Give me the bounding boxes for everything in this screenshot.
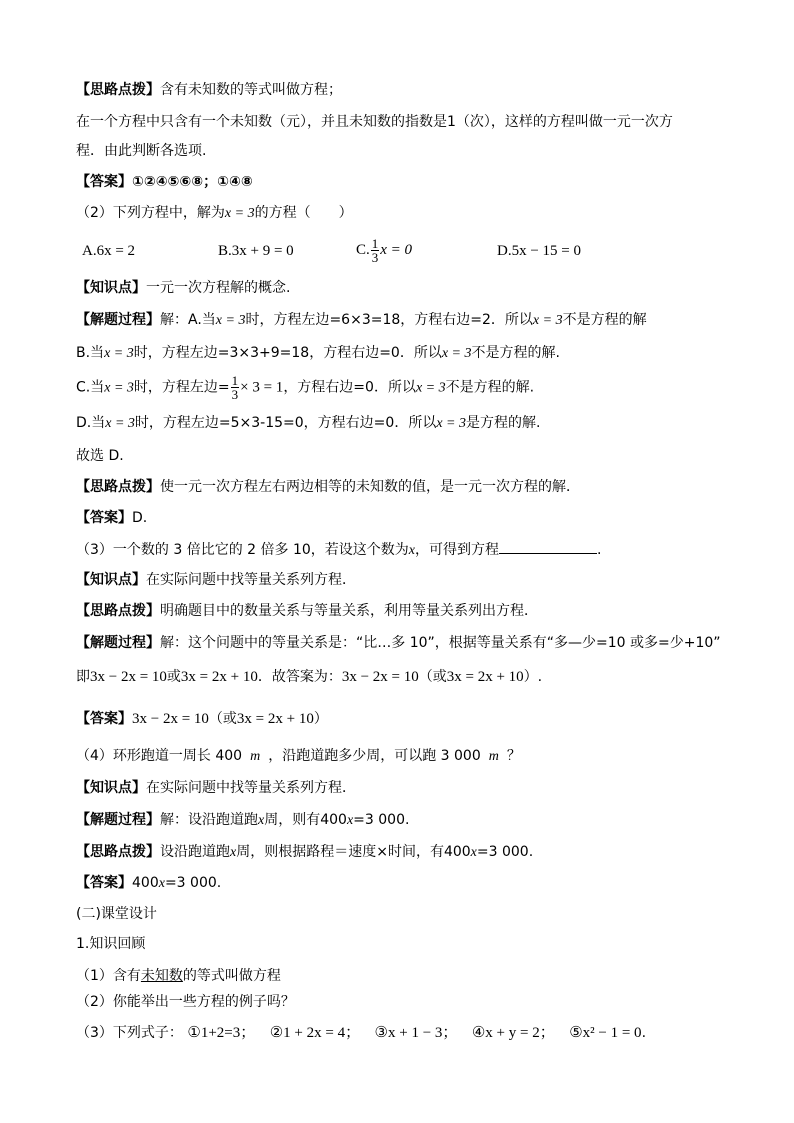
line-hint-4: 【思路点拨】设沿跑道跑x周，则根据路程＝速度×时间，有400x=3 000. (76, 844, 534, 860)
option-d: D.5x − 15 = 0 (497, 243, 582, 259)
section-heading-class-design: (二)课堂设计 (76, 906, 157, 922)
fraction: $\frac{1}{3}$ (371, 236, 379, 265)
option-b: B.3x + 9 = 0 (218, 243, 294, 259)
line-knowledge-3: 【知识点】在实际问题中找等量关系列方程． (76, 572, 356, 588)
review-item-1: （1）含有未知数的等式叫做方程 (76, 968, 281, 984)
line-hint-1: 【思路点拨】含有未知数的等式叫做方程； (76, 82, 342, 98)
line-solution-4: 【解题过程】解：设沿跑道跑x周，则有400x=3 000. (76, 812, 410, 828)
line-answer-3: 【答案】3x − 2x = 10（或3x = 2x + 10） (76, 711, 328, 727)
line-answer-4: 【答案】400x=3 000. (76, 875, 222, 891)
line-definition: 在一个方程中只含有一个未知数（元），并且未知数的指数是1（次），这样的方程叫做一元一次方 (76, 114, 673, 130)
line-solution-d: D.当x = 3时，方程左边=5×3-15=0，方程右边=0．所以x = 3是方程的解. (76, 415, 541, 431)
line-solution-a: 【解题过程】解：A.当x = 3时，方程左边=6×3=18，方程右边=2．所以x = 3不是方程的解 (76, 312, 647, 328)
line-hint-2: 【思路点拨】使一元一次方程左右两边相等的未知数的值，是一元一次方程的解． (76, 479, 580, 495)
question-4: （4）环形跑道一周长 400 m ，沿跑道跑多少周，可以跑 3 000 m ？ (76, 748, 521, 764)
answer-blank (499, 539, 597, 554)
line-solution-3-cont: 即3x − 2x = 10或3x = 2x + 10．故答案为：3x − 2x = 10（或3x = 2x + 10）. (76, 669, 543, 685)
line-knowledge-4: 【知识点】在实际问题中找等量关系列方程． (76, 780, 356, 796)
question-2: （2）下列方程中，解为x = 3的方程（ ） (76, 205, 353, 221)
line-solution-b: B.当x = 3时，方程左边=3×3+9=18，方程右边=0．所以x = 3不是方程的解. (76, 345, 560, 361)
line-knowledge-2: 【知识点】一元一次方程解的概念. (76, 280, 291, 296)
review-item-2: （2）你能举出一些方程的例子吗？ (76, 994, 295, 1010)
option-a: A.6x = 2 (82, 243, 136, 259)
subsection-knowledge-review: 1.知识回顾 (76, 936, 146, 952)
review-item-3: （3）下列式子： ①1+2=3； ②1 + 2x = 4； ③x + 1 − 3； ④x + y = 2； ⑤x² − 1 = 0. (76, 1025, 647, 1041)
line-hint-3: 【思路点拨】明确题目中的数量关系与等量关系，利用等量关系列出方程． (76, 603, 538, 619)
option-c: C. $\frac{1}{3}$ x = 0 (356, 236, 413, 265)
fraction: $\frac{1}{3}$ (231, 373, 239, 402)
line-answer-2: 【答案】D. (76, 510, 148, 526)
line-solution-c: C.当x = 3时，方程左边= $\frac{1}{3}$ × 3 = 1，方程右边=0．所以x = 3不是方程的解. (76, 373, 535, 402)
question-3: （3）一个数的 3 倍比它的 2 倍多 10，若设这个数为x，可得到方程 . (76, 539, 601, 561)
line-choose-d: 故选 D. (76, 448, 124, 464)
line-definition-cont: 程．由此判断各选项. (76, 143, 207, 159)
line-solution-3: 【解题过程】解：这个问题中的等量关系是：“比…多 10”，根据等量关系有“多—少=10 或多=少+10” (76, 635, 721, 651)
line-answer-1: 【答案】①②④⑤⑥⑧；①④⑧ (76, 174, 253, 190)
